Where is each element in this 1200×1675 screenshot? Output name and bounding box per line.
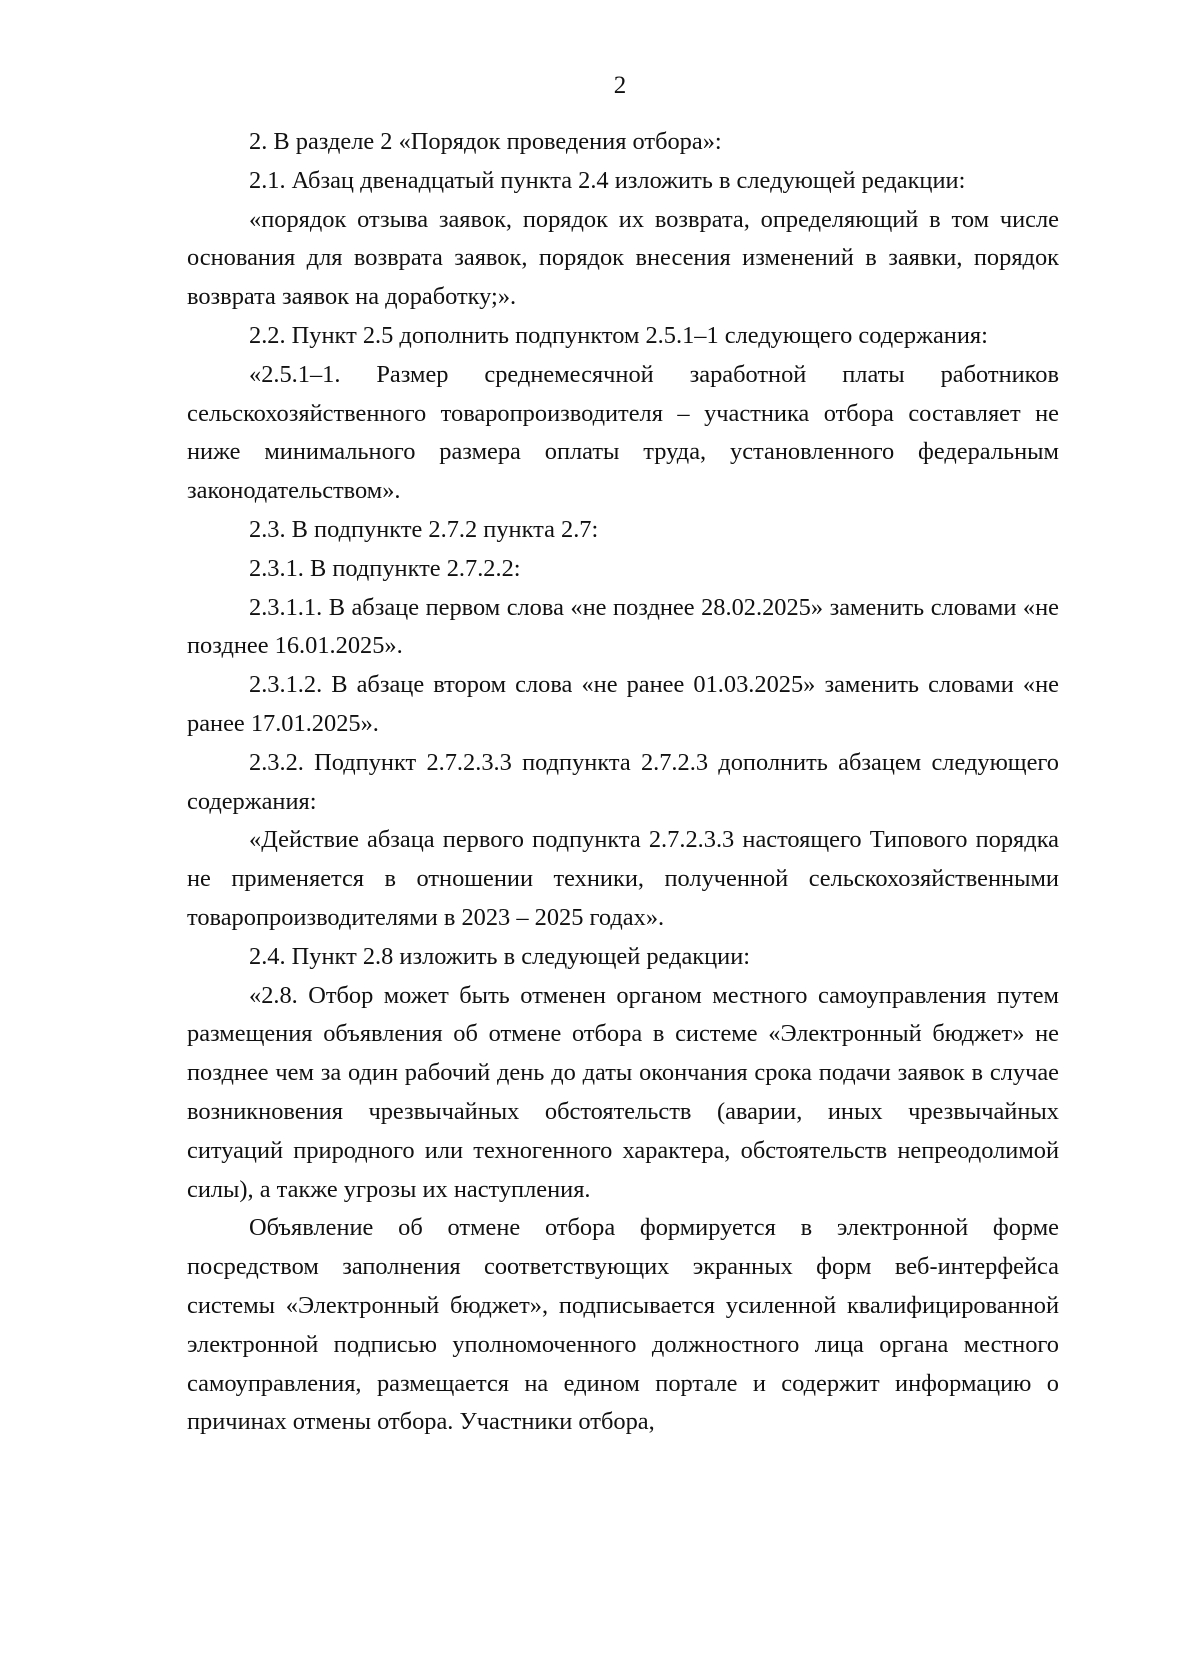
paragraph-cancellation-notice: Объявление об отмене отбора формируется в электронной форме посредством заполнения соответствующих экранных форм веб-интерфейса системы «Электронный бюджет», подписывается усиленной квалифицированной электронной подписью уполномоченного должностного лица органа местного самоуправления, размещается на едином портале и содержит информацию о причинах отмены отбора. Участники отбора,: [187, 1214, 1059, 1436]
paragraph-2-4: 2.4. Пункт 2.8 изложить в следующей редакции:: [249, 942, 751, 970]
paragraph-2-8-quote: «2.8. Отбор может быть отменен органом местного самоуправления путем размещения объявления об отмене отбора в системе «Электронный бюджет» не позднее чем за один рабочий день до даты окончания срока подачи заявок в случае возникновения чрезвычайных обстоятельств (аварии, иных чрезвычайных ситуаций природного или техногенного характера, обстоятельств непреодолимой силы), а также угрозы их наступления.: [187, 981, 1059, 1203]
paragraph-2-3-1-1: 2.3.1.1. В абзаце первом слова «не позднее 28.02.2025» заменить словами «не позднее 16.01.2025».: [187, 593, 1059, 660]
paragraph-2-1: 2.1. Абзац двенадцатый пункта 2.4 изложить в следующей редакции:: [249, 166, 966, 194]
paragraph-2-3-2-quote: «Действие абзаца первого подпункта 2.7.2.3.3 настоящего Типового порядка не применяется в отношении техники, полученной сельскохозяйственными товаропроизводителями в 2023 – 2025 годах».: [187, 826, 1059, 931]
paragraph-2-2-quote: «2.5.1–1. Размер среднемесячной заработной платы работников сельскохозяйственного товаропроизводителя – участника отбора составляет не ниже минимального размера оплаты труда, установленного федеральным законодательством».: [187, 360, 1059, 505]
paragraph-section-2-heading: 2. В разделе 2 «Порядок проведения отбора»:: [249, 128, 722, 155]
paragraph-2-3-1-2: 2.3.1.2. В абзаце втором слова «не ранее 01.03.2025» заменить словами «не ранее 17.01.2025».: [187, 671, 1059, 737]
document-body: [187, 123, 1059, 1442]
paragraph-2-3-2: 2.3.2. Подпункт 2.7.2.3.3 подпункта 2.7.2.3 дополнить абзацем следующего содержания:: [187, 748, 1059, 815]
paragraph-2-1-quote: «порядок отзыва заявок, порядок их возврата, определяющий в том числе основания для возврата заявок, порядок внесения изменений в заявки, порядок возврата заявок на доработку;».: [187, 205, 1059, 311]
paragraph-2-3-1: 2.3.1. В подпункте 2.7.2.2:: [249, 554, 521, 582]
page-number: 2: [613, 72, 627, 99]
paragraph-2-2: 2.2. Пункт 2.5 дополнить подпунктом 2.5.1–1 следующего содержания:: [249, 321, 988, 349]
paragraph-2-3: 2.3. В подпункте 2.7.2 пункта 2.7:: [249, 515, 599, 543]
